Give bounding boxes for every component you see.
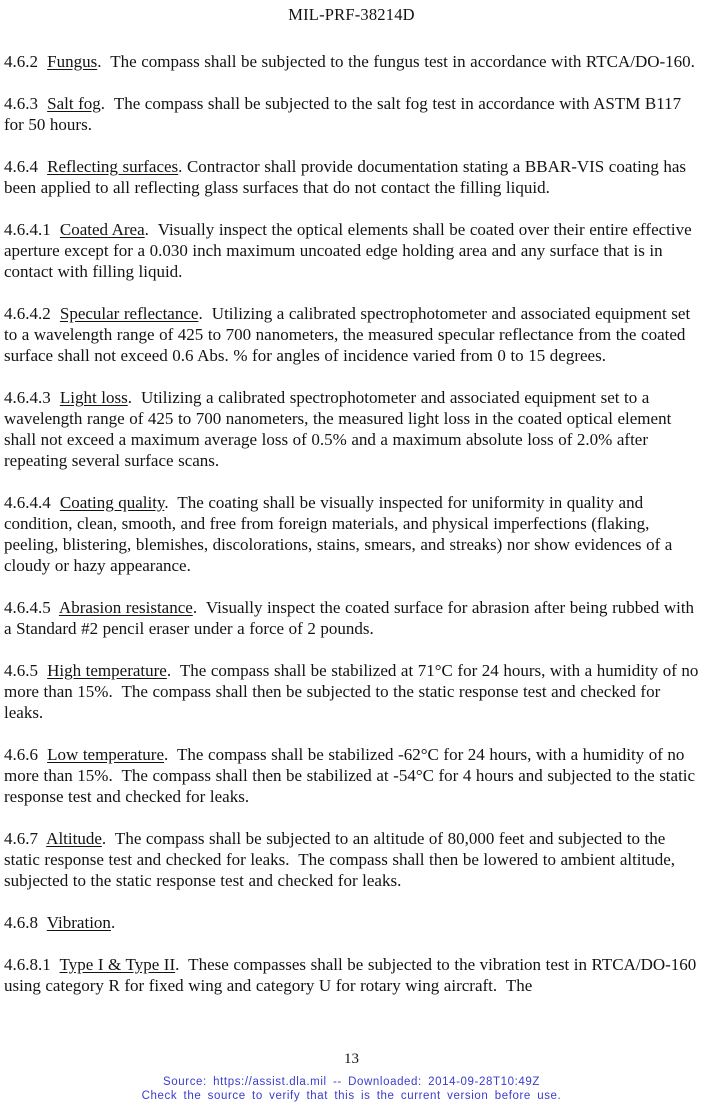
section-title: Low temperature — [47, 745, 164, 764]
section-number: 4.6.8.1 — [4, 955, 60, 974]
section-text: . Visually inspect the coated surface for abrasion after being rubbed with a Standard #2 pencil eraser under a force of 2 pounds. — [4, 598, 699, 638]
section-number: 4.6.3 — [4, 94, 48, 113]
paragraph-4-6-2 — [4, 51, 701, 72]
section-number: 4.6.4 — [4, 157, 48, 176]
section-title: Vibration — [46, 913, 111, 932]
page-number: 13 — [344, 1051, 359, 1067]
paragraph-4-6-7 — [4, 828, 701, 891]
section-title: Reflecting surfaces — [47, 157, 179, 176]
paragraph-4-6-4-2 — [4, 303, 701, 366]
section-title: High temperature — [47, 661, 167, 680]
section-text: . Contractor shall provide documentation stating a BBAR-VIS coating has been applied to all reflecting glass surfaces that do not contact the filling liquid. — [4, 157, 691, 197]
section-title: Salt fog — [47, 94, 101, 113]
section-number: 4.6.8 — [4, 913, 47, 932]
document-title-header: MIL-PRF-38214D — [288, 5, 415, 24]
paragraph-4-6-4 — [4, 156, 701, 198]
section-title: Fungus — [47, 52, 98, 71]
section-number: 4.6.2 — [4, 52, 48, 71]
section-text: . The compass shall be subjected to the salt fog test in accordance with ASTM B117 for 50 hours. — [4, 94, 686, 134]
paragraph-4-6-4-3 — [4, 387, 701, 471]
section-number: 4.6.6 — [4, 745, 48, 764]
section-number: 4.6.4.5 — [4, 598, 59, 617]
section-title: Coating quality — [59, 493, 165, 512]
section-text: . The coating shall be visually inspected for uniformity in quality and condition, clean, smooth, and free from foreign materials, and physical imperfections (flaking, peeling, blistering, blemishes, discolorations, stains, smears, and streaks) nor show evidences of a cloudy or hazy appearance. — [4, 493, 677, 575]
section-text: . The compass shall be subjected to an altitude of 80,000 feet and subjected to the static response test and checked for leaks. The compass shall then be lowered to ambient altitude, subjected to the static response test and checked for leaks. — [4, 829, 680, 890]
footer-source-line: Source: https://assist.dla.mil -- Downloaded: 2014-09-28T10:49Z — [163, 1076, 540, 1088]
section-text: . Visually inspect the optical elements shall be coated over their entire effective aperture except for a 0.030 inch maximum uncoated edge holding area and any surface that is in contact with filling liquid. — [4, 220, 697, 281]
section-title: Type I & Type II — [59, 955, 176, 974]
section-number: 4.6.4.2 — [4, 304, 60, 323]
section-title: Altitude — [46, 829, 102, 848]
document-body — [0, 25, 703, 996]
paragraph-4-6-8-1 — [4, 954, 701, 996]
section-text: . Utilizing a calibrated spectrophotometer and associated equipment set to a wavelength range of 425 to 700 nanometers, the measured light loss in the coated optical element shall not exceed a maximum average loss of 0.5% and a maximum absolute loss of 2.0% after repeating several surface scans. — [4, 388, 676, 470]
section-number: 4.6.4.3 — [4, 388, 60, 407]
paragraph-4-6-6 — [4, 744, 701, 807]
section-text: . Utilizing a calibrated spectrophotometer and associated equipment set to a wavelength range of 425 to 700 nanometers, the measured specular reflectance from the coated surface shall not exceed 0.6 Abs. % for angles of incidence varied from 0 to 15 degrees. — [4, 304, 695, 365]
paragraph-4-6-3 — [4, 93, 701, 135]
section-number: 4.6.5 — [4, 661, 48, 680]
assist-footer — [0, 1075, 703, 1103]
section-number: 4.6.4.4 — [4, 493, 60, 512]
section-number: 4.6.4.1 — [4, 220, 60, 239]
paragraph-4-6-8 — [4, 912, 701, 933]
footer-check-line: Check the source to verify that this is the current version before use. — [141, 1090, 562, 1102]
section-title: Abrasion resistance — [58, 598, 193, 617]
section-number: 4.6.7 — [4, 829, 47, 848]
paragraph-4-6-4-5 — [4, 597, 701, 639]
section-title: Coated Area — [59, 220, 145, 239]
section-title: Specular reflectance — [59, 304, 199, 323]
section-text: . — [110, 913, 116, 932]
section-text: . The compass shall be stabilized -62°C for 24 hours, with a humidity of no more than 15%. The compass shall then be stabilized at -54°C for 4 hours and subjected to the static response test and checked for leaks. — [4, 745, 700, 806]
paragraph-4-6-4-4 — [4, 492, 701, 576]
paragraph-4-6-5 — [4, 660, 701, 723]
section-title: Light loss — [59, 388, 128, 407]
paragraph-4-6-4-1 — [4, 219, 701, 282]
section-text: . The compass shall be subjected to the fungus test in accordance with RTCA/DO-160. — [97, 52, 695, 71]
section-text: . The compass shall be stabilized at 71°C for 24 hours, with a humidity of no more than 15%. The compass shall then be subjected to the static response test and checked for leaks. — [4, 661, 703, 722]
section-text: . These compasses shall be subjected to the vibration test in RTCA/DO-160 using category R for fixed wing and category U for rotary wing aircraft. The — [4, 955, 701, 995]
